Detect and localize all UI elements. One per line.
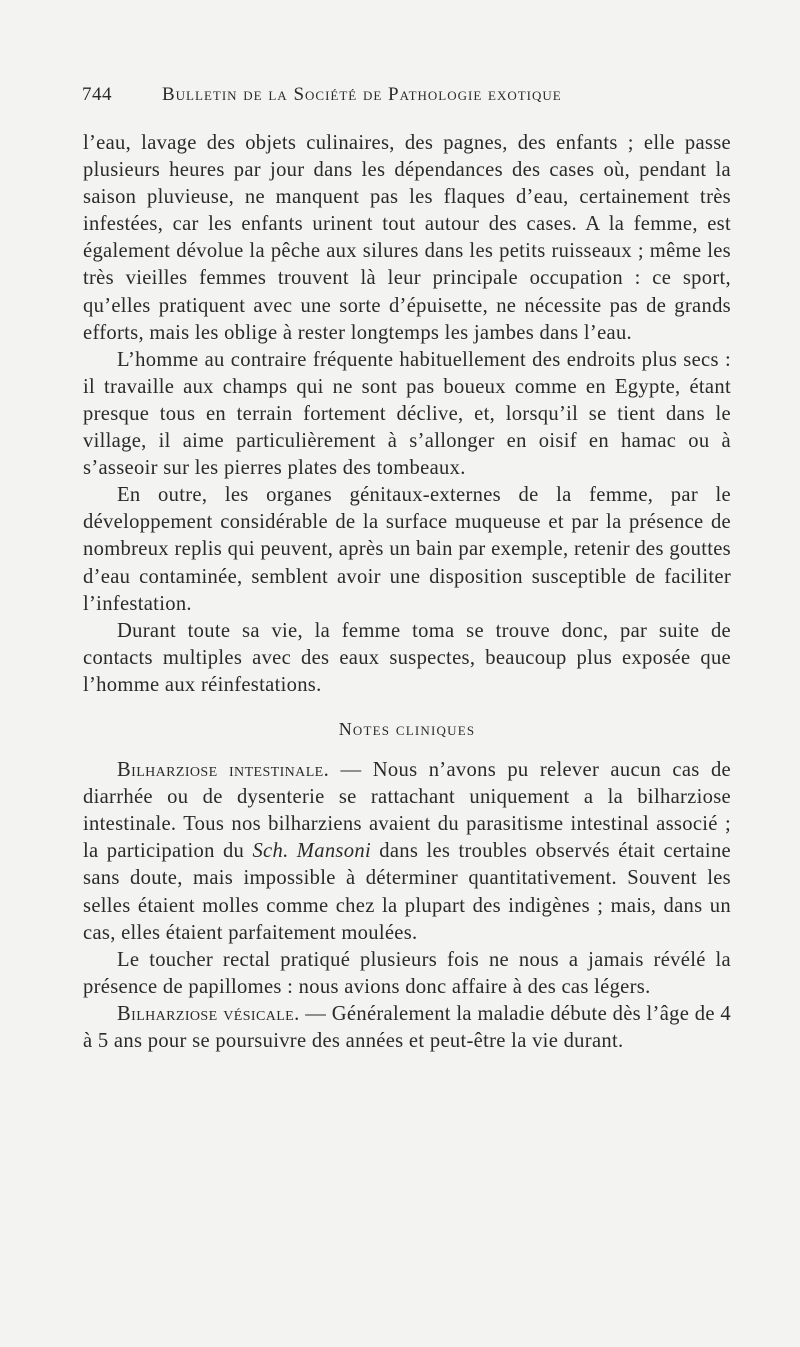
paragraph-1: l’eau, lavage des objets culinaires, des pagnes, des enfants ; elle passe plusieurs heures par jour dans les dépendances des cases où, pendant la saison pluvieuse, ne manquent pas les flaques d’eau, certainement très infestées, car les enfants urinent tout autour des cases. A la femme, est également dévolue la pêche aux silures dans les petits ruisseaux ; même les très vieilles femmes trouvent là leur principale occupation : ce sport, qu’elles pratiquent avec une sorte d’épuisette, ne nécessite pas de grands efforts, mais les oblige à rester longtemps les jambes dans l’eau. [83, 132, 731, 344]
body-text [83, 130, 731, 1055]
section-heading: Notes cliniques [338, 718, 476, 739]
paragraph-4: Durant toute sa vie, la femme toma se trouve donc, par suite de contacts multiples avec des eaux suspectes, beaucoup plus exposée que l’homme aux réinfestations. [83, 619, 731, 696]
paragraph-5-text-a: — Nous n’avons pu relever aucun cas de diarrhée ou de dysenterie se rattachant uniquement a la bilharziose intestinale. Tous nos bilharziens avaient du parasitisme intestinal associé ; la participation du [83, 759, 731, 863]
paragraph-5 [83, 757, 731, 947]
journal-title: Bulletin de la Société de Pathologie exotique [162, 84, 562, 105]
subsection-lead-intestinale: Bilharziose intestinale. [117, 759, 330, 782]
subsection-lead-vesicale: Bilharziose vésicale. [117, 1002, 300, 1025]
species-name: Sch. Mansoni [252, 840, 371, 863]
paragraph-7 [83, 1001, 731, 1055]
paragraph-3: En outre, les organes génitaux-externes de la femme, par le développement considérable de la surface muqueuse et par la présence de nombreux replis qui peuvent, après un bain par exemple, retenir des gouttes d’eau contaminée, semblent avoir une disposition susceptible de faciliter l’infestation. [83, 484, 731, 615]
paragraph-5-text-b: dans les troubles observés était certaine sans doute, mais impossible à déterminer quantitativement. Souvent les selles étaient molles comme chez la plupart des indigènes ; mais, dans un cas, elles étaient parfaitement moulées. [83, 840, 731, 944]
page-number: 744 [82, 84, 112, 105]
paragraph-2: L’homme au contraire fréquente habituellement des endroits plus secs : il travaille aux champs qui ne sont pas boueux comme en Egypte, étant presque tous en terrain fortement déclive, et, lorsqu’il se tient dans le village, il aime particulièrement à s’allonger en oisif en hamac ou à s’asseoir sur les pierres plates des tombeaux. [83, 348, 731, 480]
paragraph-6: Le toucher rectal pratiqué plusieurs fois ne nous a jamais révélé la présence de papillomes : nous avions donc affaire à des cas légers. [83, 948, 731, 998]
running-header [82, 84, 722, 106]
paragraph-7-text: — Généralement la maladie débute dès l’âge de 4 à 5 ans pour se poursuivre des années et peut-être la vie durant. [83, 1002, 731, 1052]
